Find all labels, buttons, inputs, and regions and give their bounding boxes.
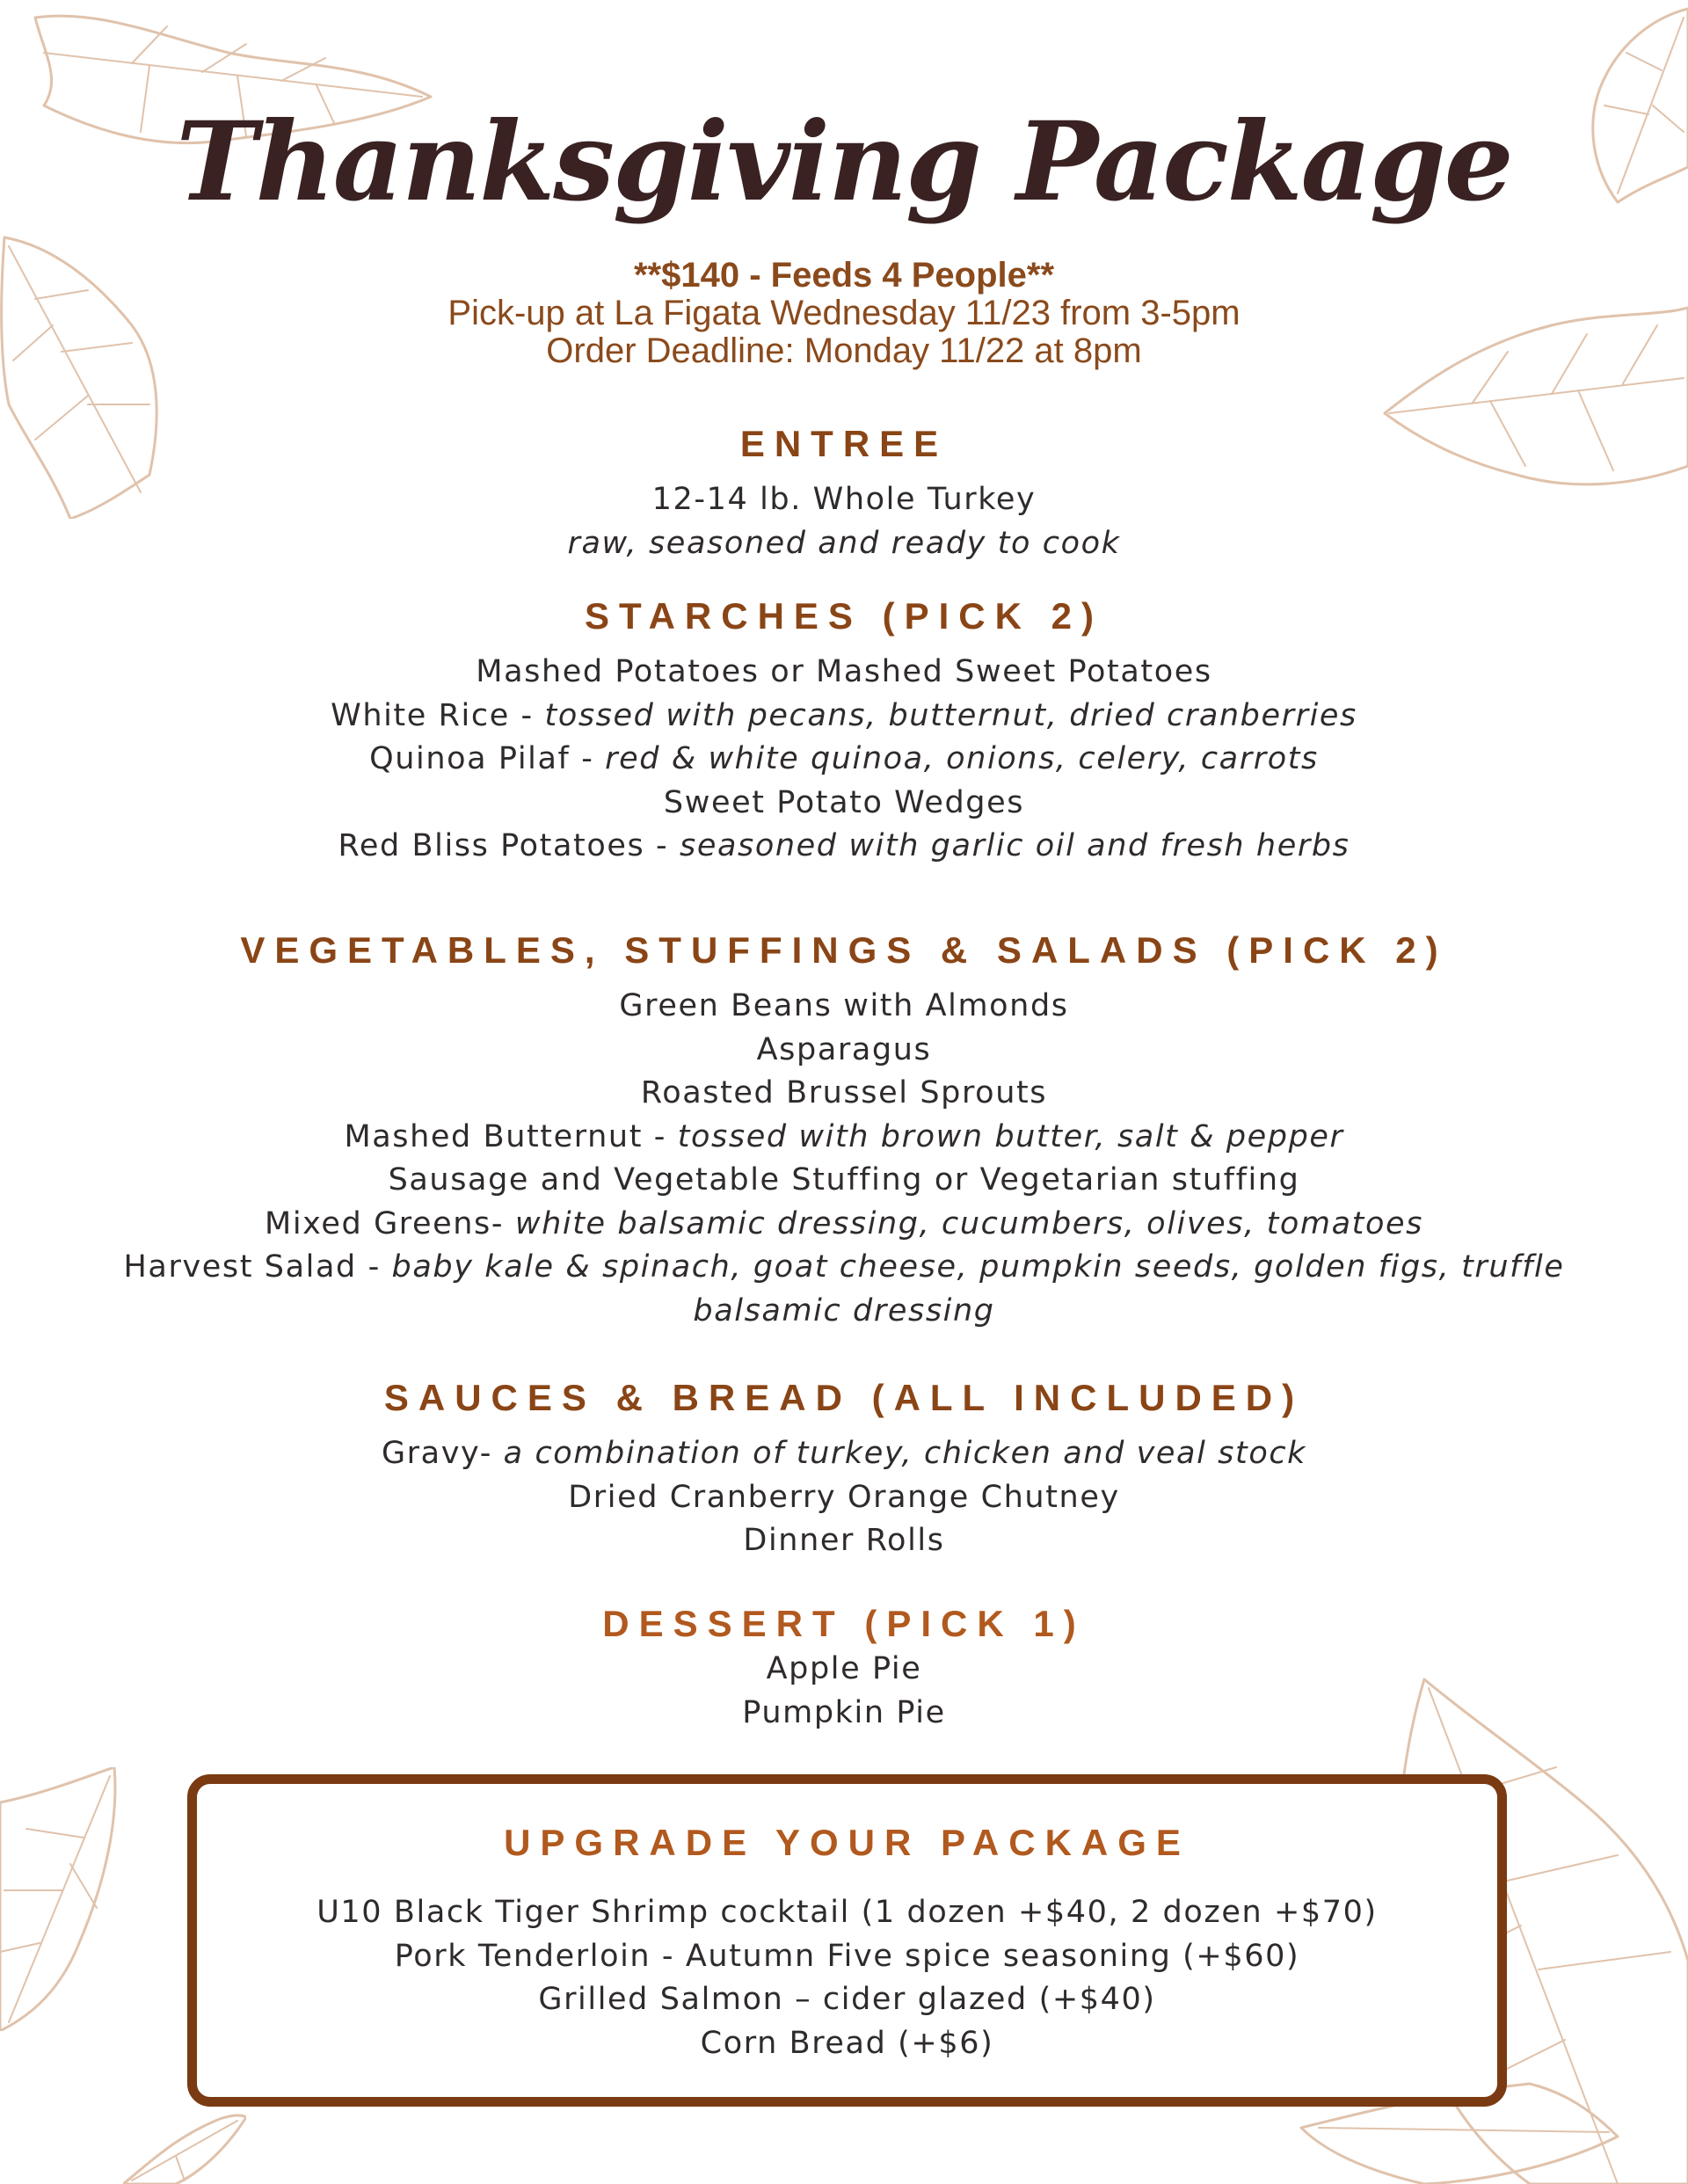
item-description: tossed with pecans, butternut, dried cranberries [544,697,1357,733]
page-title: Thanksgiving Package [176,98,1512,226]
menu-list [0,1432,1688,1563]
menu-item [0,478,1688,522]
menu-item [0,522,1688,566]
section-dessert [0,1602,1688,1735]
upgrade-box [187,1774,1507,2107]
menu-item [0,825,1688,869]
menu-list [197,1891,1497,2065]
leaf-illustration-bottom-left-corner [123,2110,246,2184]
item-name: Asparagus [756,1031,932,1067]
leaf-illustration-bottom-left [0,1767,123,2031]
menu-item [0,1116,1688,1160]
menu-item [0,651,1688,695]
menu-item [197,2022,1497,2066]
item-description: tossed with brown butter, salt & pepper [677,1118,1344,1154]
menu-list [0,651,1688,869]
item-name: Pork Tenderloin - Autumn Five spice seasoning (+$60) [394,1938,1300,1974]
item-name: Apple Pie [766,1651,922,1686]
item-description: white balsamic dressing, cucumbers, olives, tomatoes [514,1205,1423,1241]
menu-list [0,1648,1688,1735]
menu-item [0,1432,1688,1476]
item-name: Corn Bread (+$6) [700,2025,994,2061]
section-heading: VEGETABLES, STUFFINGS & SALADS (PICK 2) [240,929,1448,971]
menu-item [0,1246,1688,1290]
item-name: White Rice - [331,697,545,733]
section-vegetables [0,928,1688,1333]
menu-item [0,1029,1688,1073]
item-name: 12-14 lb. Whole Turkey [651,482,1037,517]
section-heading: UPGRADE YOUR PACKAGE [504,1822,1190,1863]
item-name: Gravy- [381,1436,504,1471]
item-name: Red Bliss Potatoes - [338,828,680,863]
menu-item [0,1692,1688,1736]
section-starches [0,594,1688,869]
menu-item [0,695,1688,739]
section-heading: SAUCES & BREAD (ALL INCLUDED) [383,1377,1305,1418]
item-name: Sweet Potato Wedges [663,784,1025,820]
item-name: Dinner Rolls [743,1523,945,1558]
menu-item [0,1159,1688,1203]
pickup-line: Pick-up at La Figata Wednesday 11/23 from 3-5pm [447,294,1241,332]
menu-item [0,985,1688,1029]
item-name: Mashed Potatoes or Mashed Sweet Potatoes [476,654,1212,689]
section-heading: STARCHES (PICK 2) [585,595,1103,637]
menu-item [0,1476,1688,1520]
menu-list [0,985,1688,1333]
item-name: Quinoa Pilaf - [369,741,606,776]
deadline-line: Order Deadline: Monday 11/22 at 8pm [546,331,1142,370]
item-name: Grilled Salmon – cider glazed (+$40) [538,1982,1156,2017]
package-info [0,257,1688,370]
item-name: Harvest Salad - [123,1249,392,1285]
price-line: **$140 - Feeds 4 People** [633,256,1055,295]
item-name: Mixed Greens- [265,1205,515,1241]
item-name: Pumpkin Pie [742,1694,946,1730]
item-name: Roasted Brussel Sprouts [640,1075,1048,1110]
item-description: a combination of turkey, chicken and veal stock [503,1436,1307,1471]
item-name: U10 Black Tiger Shrimp cocktail (1 dozen +$40, 2 dozen +$70) [316,1895,1378,1930]
item-description: balsamic dressing [693,1292,995,1329]
section-heading: ENTREE [739,423,949,464]
section-sauces [0,1376,1688,1563]
item-name: Sausage and Vegetable Stuffing or Vegetarian stuffing [388,1162,1300,1198]
menu-item [0,1203,1688,1247]
menu-item [0,1290,1688,1334]
menu-item [197,1935,1497,1979]
item-name: Dried Cranberry Orange Chutney [568,1479,1120,1515]
item-description: seasoned with garlic oil and fresh herbs [680,828,1350,863]
menu-item [197,1978,1497,2022]
item-name: Mashed Butternut - [344,1118,678,1154]
section-heading: DESSERT (PICK 1) [602,1603,1086,1644]
item-description: red & white quinoa, onions, celery, carrots [605,741,1319,776]
menu-item [0,1648,1688,1692]
menu-item [197,1891,1497,1935]
menu-item [0,738,1688,782]
section-entree [0,422,1688,565]
item-description: baby kale & spinach, goat cheese, pumpkin seeds, golden figs, truffle [391,1249,1565,1285]
item-description: raw, seasoned and ready to cook [567,525,1121,561]
item-name: Green Beans with Almonds [619,988,1069,1023]
menu-item [0,1519,1688,1563]
menu-item [0,1072,1688,1116]
menu-item [0,782,1688,826]
menu-list [0,478,1688,565]
